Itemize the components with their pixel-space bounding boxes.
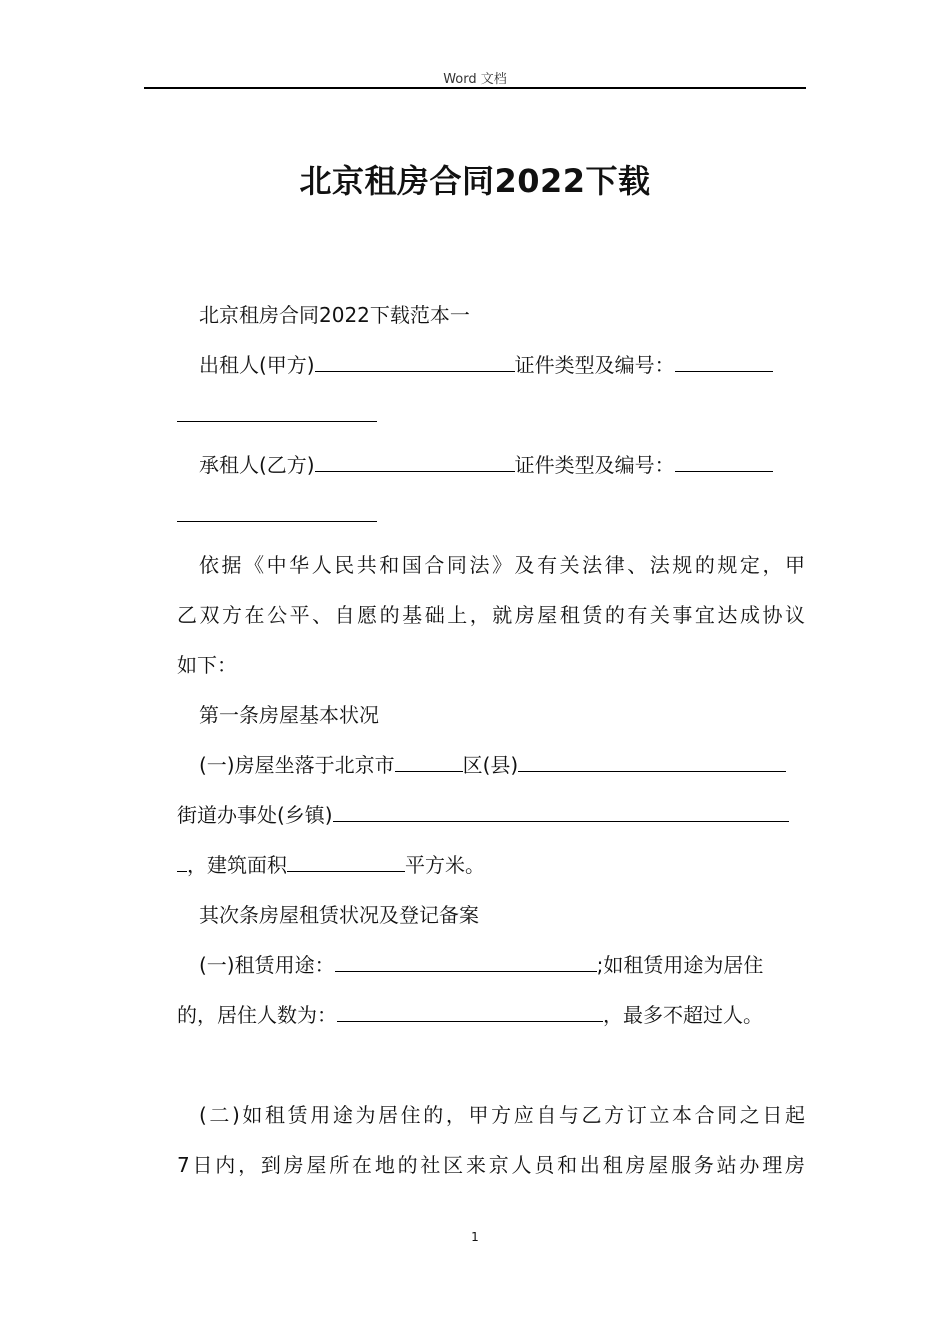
residents-blank [337,1021,603,1022]
lessor-id-label: 证件类型及编号： [514,353,675,377]
lessee-id-blank [675,471,773,472]
article-1-location [177,740,805,790]
lessee-id-label: 证件类型及编号： [514,453,675,477]
document-body [177,290,805,1190]
lessee-line [177,440,805,490]
lessee-blank [315,471,515,472]
lessor-id-continuation [177,390,805,440]
article-1-area [177,840,805,890]
basis-line-3: 如下： [177,653,237,677]
article-2-use [177,940,805,990]
location-prefix: (一)房屋坐落于北京市 [199,753,395,777]
township-blank [333,821,789,822]
district-label: 区(县) [462,753,519,777]
lessee-label: 承租人(乙方) [199,453,315,477]
article-1-street [177,790,805,840]
header-divider [144,87,806,89]
article-2-item2-line-1: (二)如租赁用途为居住的，甲方应自与乙方订立本合同之日起 [199,1103,805,1127]
street-label: 街道办事处(乡镇) [177,803,333,827]
lessee-id-continuation [177,490,805,540]
lessor-blank [315,371,515,372]
township-blank-end [177,871,187,872]
document-title: 北京租房合同2022下载 [299,162,651,200]
use-blank [335,971,597,972]
lessor-line [177,340,805,390]
district-blank [395,771,463,772]
use-label: (一)租赁用途： [199,953,335,977]
street-blank [518,771,786,772]
article-2-title: 其次条房屋租赁状况及登记备案 [199,903,479,927]
area-blank [287,871,405,872]
basis-line-1: 依据《中华人民共和国合同法》及有关法律、法规的规定，甲 [199,553,805,577]
page-number: 1 [471,1230,479,1244]
article-2-residents [177,990,805,1040]
article-1-title: 第一条房屋基本状况 [199,703,379,727]
lessor-id-blank-2 [177,421,377,422]
page-header: Word 文档 [443,72,507,87]
residents-prefix: 的，居住人数为： [177,1003,337,1027]
area-unit: 平方米。 [405,853,485,877]
paragraph-gap [177,1040,805,1090]
area-prefix: ，建筑面积 [187,853,287,877]
lessor-label: 出租人(甲方) [199,353,315,377]
use-suffix: ;如租赁用途为居住 [596,953,764,977]
contract-subtitle: 北京租房合同2022下载范本一 [199,303,470,327]
residents-suffix: ，最多不超过人。 [603,1003,763,1027]
basis-line-2: 乙双方在公平、自愿的基础上，就房屋租赁的有关事宜达成协议 [177,603,805,627]
article-2-item2-line-2: 7日内，到房屋所在地的社区来京人员和出租房屋服务站办理房 [177,1153,805,1177]
lessee-id-blank-2 [177,521,377,522]
lessor-id-blank [675,371,773,372]
